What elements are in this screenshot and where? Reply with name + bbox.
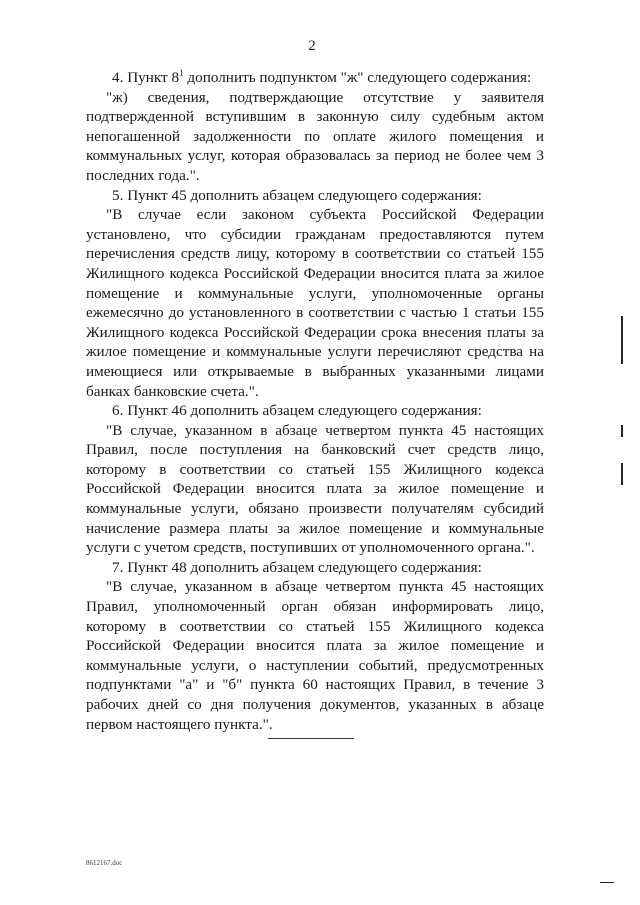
item-5-text: "В случае если законом субъекта Российской Федерации установлено, что субсидии гражданам предоставляются путем перечисления средств лицу, которому в соответствии со статьей 155 Жилищного кодекса Российской Федерации вносится плата за жилое помещение и коммунальные услуги, уполномоченные органы ежемесячно до установленного в соответствии с частью 1 статьи 155 Жилищного кодекса Российской Федерации срока внесения платы за жилое помещение и коммунальные услуги перечисляют средства на имеющиеся или открываемые в выбранных указанными лицами банках банковские счета.". — [86, 206, 544, 400]
document-body — [86, 68, 544, 734]
item-4-text: "ж) сведения, подтверждающие отсутствие у заявителя подтвержденной вступившим в законную силу судебным актом непогашенной задолженности по оплате жилого помещения и коммунальных услуг, которая образовалась за период не более чем 3 последних года.". — [86, 88, 544, 184]
item-6-heading: 6. Пункт 46 дополнить абзацем следующего содержания: — [112, 402, 482, 420]
item-7-heading: 7. Пункт 48 дополнить абзацем следующего содержания: — [112, 558, 482, 576]
scan-edge-mark — [600, 882, 614, 883]
item-6-text: "В случае, указанном в абзаце четвертом пункта 45 настоящих Правил, после поступления на банковский счет средств лицо, которому в соответствии со статьей 155 Жилищного кодекса Российской Федерации вносится плата за жилое помещение и коммунальные услуги, обязано произвести получателям субсидий начисление размера платы за жилое помещение и коммунальные услуги с учетом средств, поступивших от уполномоченного органа.". — [86, 421, 544, 557]
scan-edge-mark — [621, 463, 623, 485]
footer-filename: 8612167.doc — [86, 859, 123, 867]
scan-edge-mark — [621, 316, 623, 364]
item-5-heading: 5. Пункт 45 дополнить абзацем следующего содержания: — [112, 186, 482, 204]
item-4-heading: 4. Пункт $8^1$ дополнить подпунктом "ж" следующего содержания: — [112, 67, 532, 86]
item-7-text: "В случае, указанном в абзаце четвертом пункта 45 настоящих Правил, уполномоченный орган обязан информировать лицо, которому в соответствии со статьей 155 Жилищного кодекса Российской Федерации вносится плата за жилое помещение и коммунальные услуги, о наступлении событий, предусмотренных подпунктами "а" и "б" пункта 60 настоящих Правил, в течение 3 рабочих дней со дня получения документов, указанных в абзаце первом настоящего пункта.". — [86, 578, 544, 733]
scan-edge-mark — [621, 425, 623, 437]
separator-line — [268, 738, 354, 739]
superscript: 1 — [179, 67, 184, 78]
page-number: 2 — [308, 38, 316, 54]
